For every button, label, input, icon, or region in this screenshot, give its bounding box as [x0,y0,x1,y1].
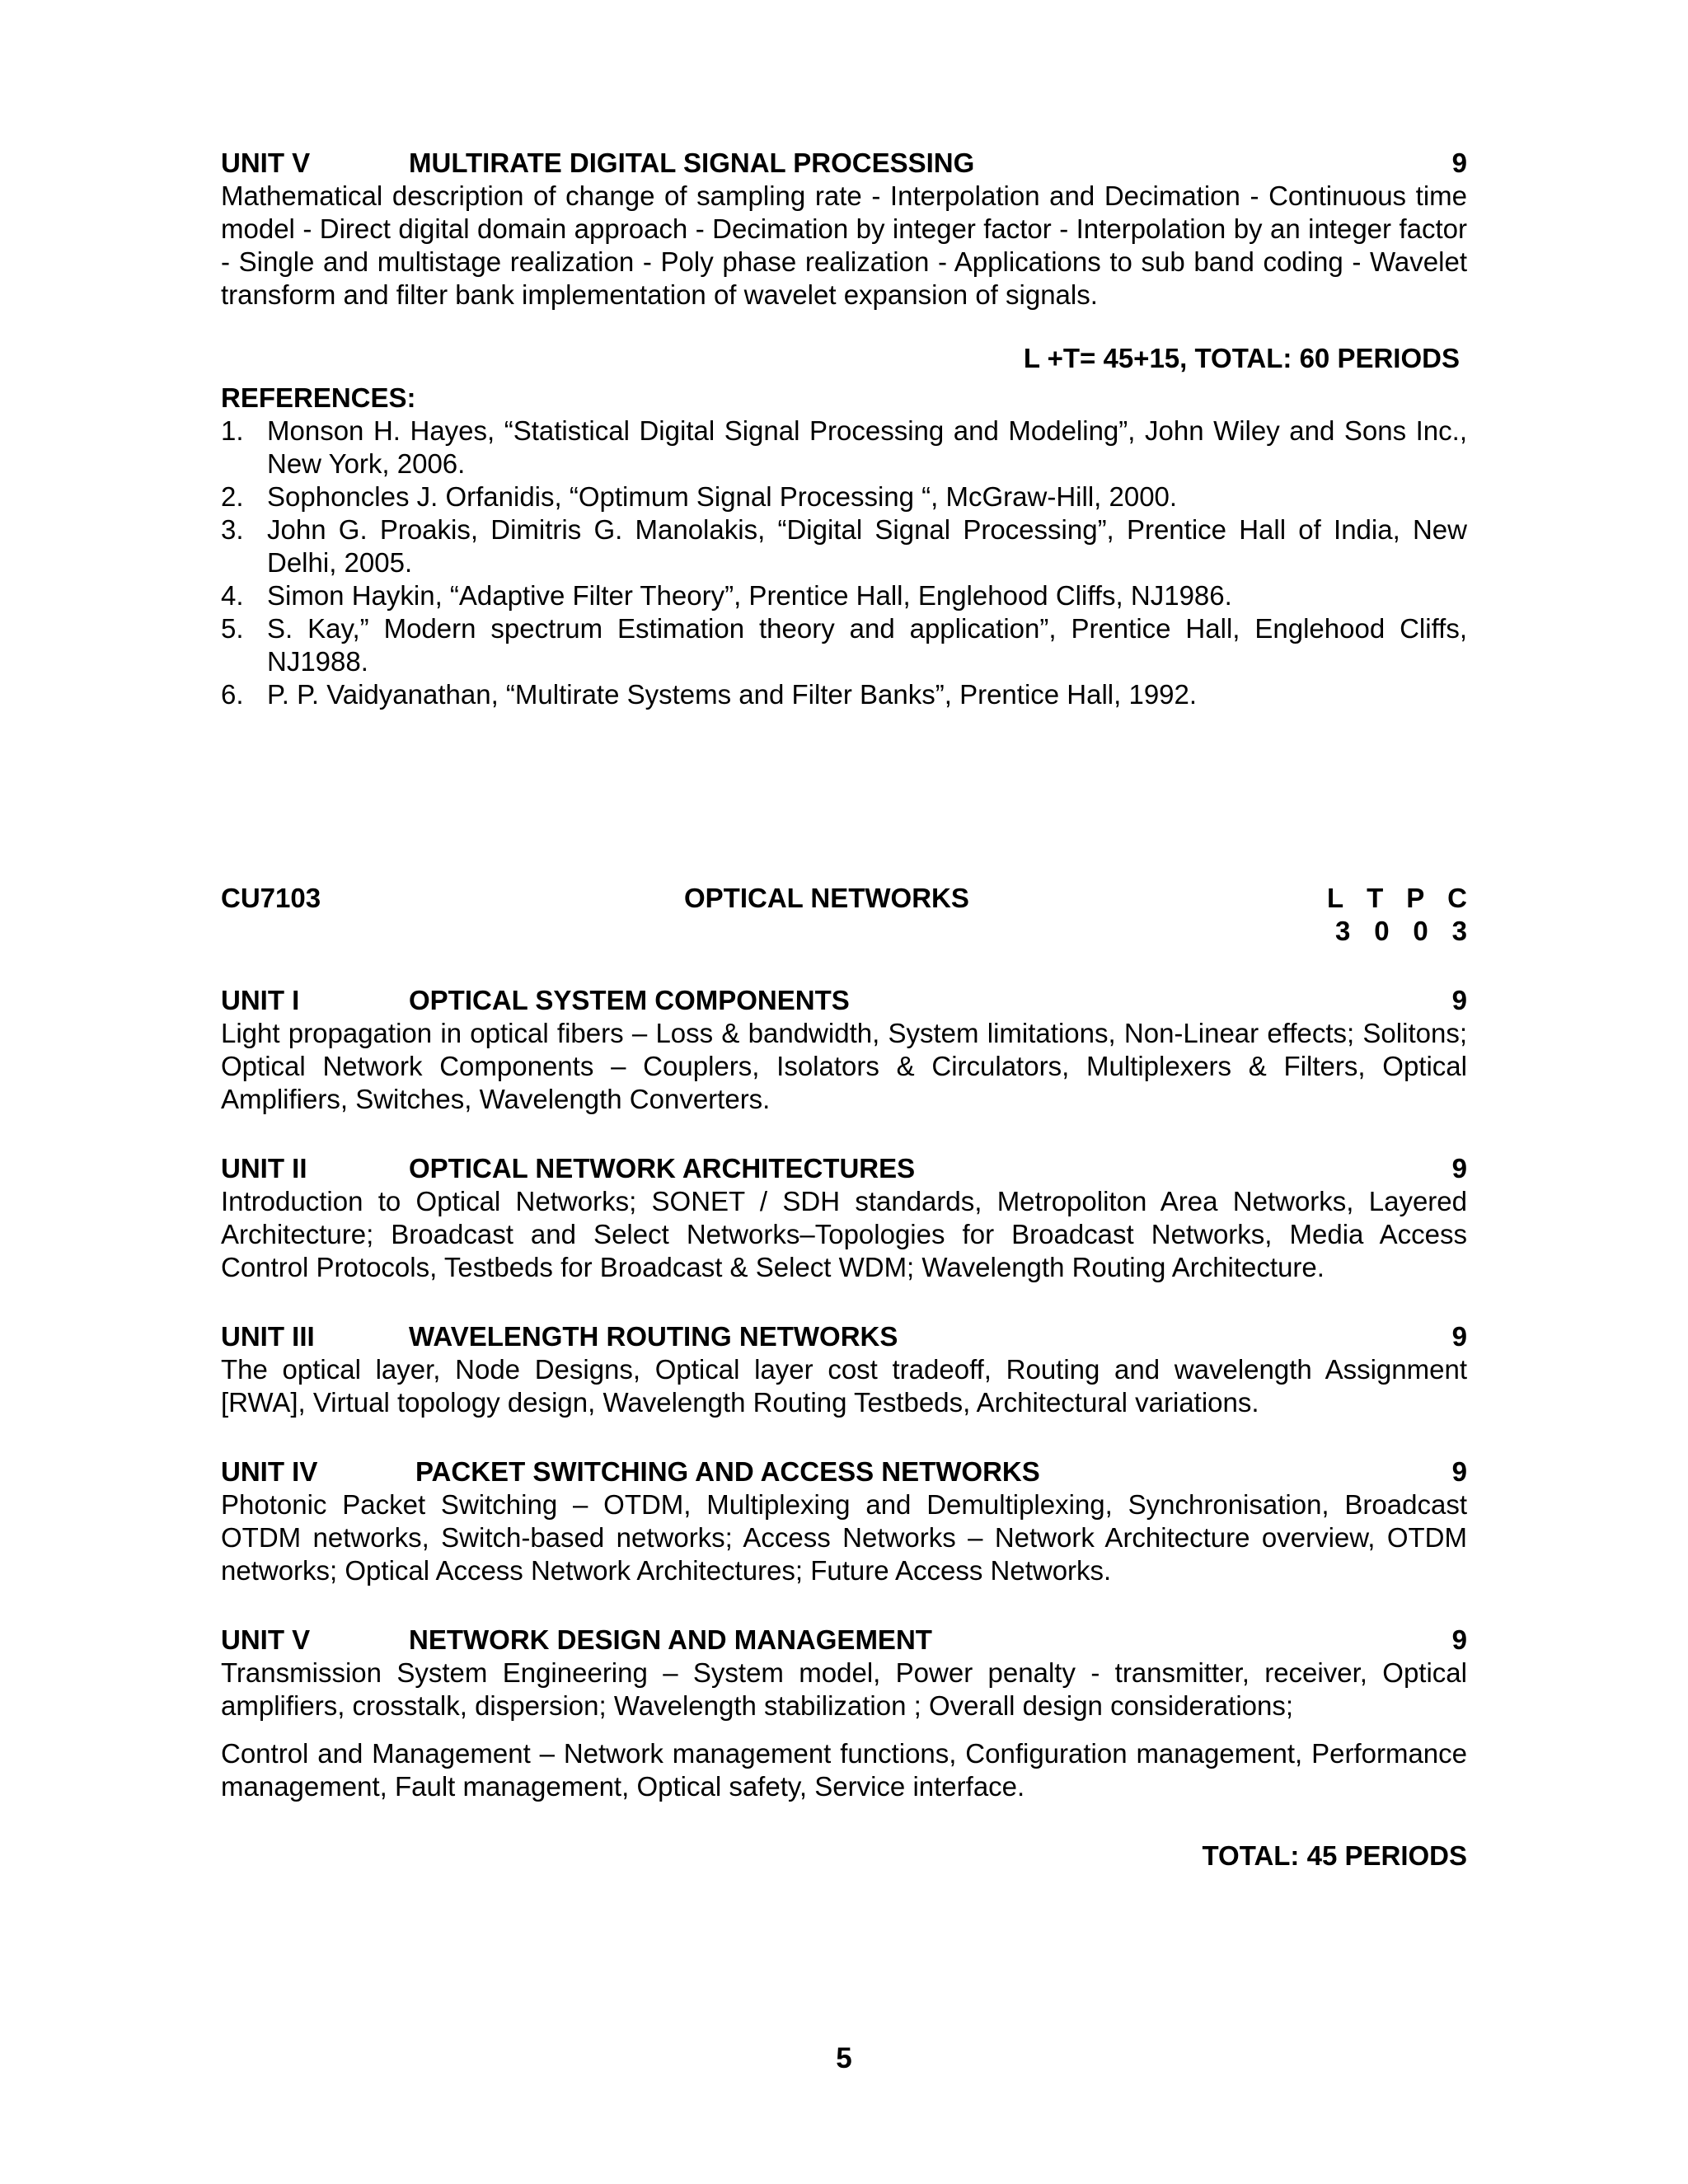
unit-code: UNIT V [221,1624,311,1655]
unit-heading [221,984,1467,1017]
reference-item [221,480,1467,513]
course-total-periods: TOTAL: 45 PERIODS [1202,1840,1467,1871]
unit-body: Light propagation in optical fibers – Loss & bandwidth, System limitations, Non-Linear effects; Solitons; Optical Network Components – Couplers, Isolators & Circulators, Multiplexers & Filters, Optical Amplifiers, Switches, Wavelength Converters. [221,1018,1467,1114]
unit-body: Transmission System Engineering – System model, Power penalty - transmitter, receiver, Optical amplifiers, crosstalk, dispersion; Wavelength stabilization ; Overall design considerations; [221,1657,1467,1721]
ltpc-value-p: 0 [1413,916,1428,946]
reference-number: 1. [221,415,244,446]
ltpc-labels [1327,882,1467,915]
unit-title: OPTICAL NETWORK ARCHITECTURES [409,1153,916,1183]
reference-item [221,415,1467,480]
unit-code: UNIT III [221,1321,315,1352]
reference-text: John G. Proakis, Dimitris G. Manolakis, “Digital Signal Processing”, Prentice Hall of India, New Delhi, 2005. [267,514,1467,578]
unit-body: The optical layer, Node Designs, Optical layer cost tradeoff, Routing and wavelength Assignment [RWA], Virtual topology design, Wavelength Routing Testbeds, Architectural variations. [221,1354,1467,1418]
unit-code: UNIT V [221,148,311,178]
unit-heading [221,1624,1467,1657]
ltpc-value-l: 3 [1335,916,1351,946]
reference-item [221,612,1467,678]
unit-heading [221,1455,1467,1488]
course-code: CU7103 [221,883,321,913]
unit-title: NETWORK DESIGN AND MANAGEMENT [409,1624,932,1655]
reference-text: Sophoncles J. Orfanidis, “Optimum Signal Processing “, McGraw-Hill, 2000. [267,481,1178,512]
reference-item [221,579,1467,612]
unit-title: OPTICAL SYSTEM COMPONENTS [409,985,850,1015]
unit-hours: 9 [1451,148,1467,178]
references-list [221,415,1467,711]
references-heading: REFERENCES: [221,382,416,413]
unit-body-continued: Control and Management – Network management functions, Configuration management, Performance management, Fault management, Optical safety, Service interface. [221,1738,1467,1802]
ltpc-label-c: C [1447,883,1467,913]
unit-title: PACKET SWITCHING AND ACCESS NETWORKS [415,1456,1040,1487]
unit-body: Photonic Packet Switching – OTDM, Multiplexing and Demultiplexing, Synchronisation, Broadcast OTDM networks, Switch-based networks; Access Networks – Network Architecture overview, OTDM networks; Optical Access Network Architectures; Future Access Networks. [221,1489,1467,1586]
reference-number: 3. [221,514,244,545]
dsp-total-periods: L +T= 45+15, TOTAL: 60 PERIODS [1023,343,1460,373]
unit-hours: 9 [1451,985,1467,1015]
reference-text: S. Kay,” Modern spectrum Estimation theory and application”, Prentice Hall, Englehood Cliffs, NJ1988. [267,613,1467,677]
reference-text: Monson H. Hayes, “Statistical Digital Signal Processing and Modeling”, John Wiley and Sons Inc., New York, 2006. [267,415,1467,479]
unit-body: Introduction to Optical Networks; SONET / SDH standards, Metropoliton Area Networks, Layered Architecture; Broadcast and Select Networks–Topologies for Broadcast Networks, Media Access Control Protocols, Testbeds for Broadcast & Select WDM; Wavelength Routing Architecture. [221,1186,1467,1282]
unit-hours: 9 [1451,1624,1467,1655]
ltpc-value-t: 0 [1374,916,1390,946]
unit-hours: 9 [1451,1456,1467,1487]
reference-item [221,678,1467,711]
unit-heading [221,1152,1467,1185]
unit-title: WAVELENGTH ROUTING NETWORKS [409,1321,898,1352]
unit-code: UNIT IV [221,1456,318,1487]
course-title: OPTICAL NETWORKS [684,883,969,913]
ltpc-label-t: T [1367,883,1384,913]
ltpc-label-l: L [1327,883,1344,913]
unit-title: MULTIRATE DIGITAL SIGNAL PROCESSING [409,148,975,178]
ltpc-values [1335,915,1467,948]
ltpc-values-row [221,915,1467,948]
unit-code: UNIT I [221,985,300,1015]
reference-item [221,513,1467,579]
ltpc-label-p: P [1406,883,1425,913]
unit-code: UNIT II [221,1153,307,1183]
reference-number: 2. [221,481,244,512]
unit-body: Mathematical description of change of sampling rate - Interpolation and Decimation - Continuous time model - Direct digital domain approach - Decimation by integer factor - Interpolation by an integer factor - Single and multistage realization - Poly phase realization - Applications to sub band coding - Wavelet transform and filter bank implementation of wavelet expansion of signals. [221,180,1467,310]
reference-text: P. P. Vaidyanathan, “Multirate Systems and Filter Banks”, Prentice Hall, 1992. [267,679,1198,710]
reference-number: 5. [221,613,244,644]
page-number: 5 [836,2042,852,2074]
reference-number: 4. [221,580,244,611]
ltpc-value-c: 3 [1451,916,1467,946]
unit-heading [221,1320,1467,1353]
reference-number: 6. [221,679,244,710]
unit-heading [221,147,1467,180]
unit-hours: 9 [1451,1153,1467,1183]
unit-hours: 9 [1451,1321,1467,1352]
course-header [221,882,1467,915]
reference-text: Simon Haykin, “Adaptive Filter Theory”, Prentice Hall, Englehood Cliffs, NJ1986. [267,580,1232,611]
